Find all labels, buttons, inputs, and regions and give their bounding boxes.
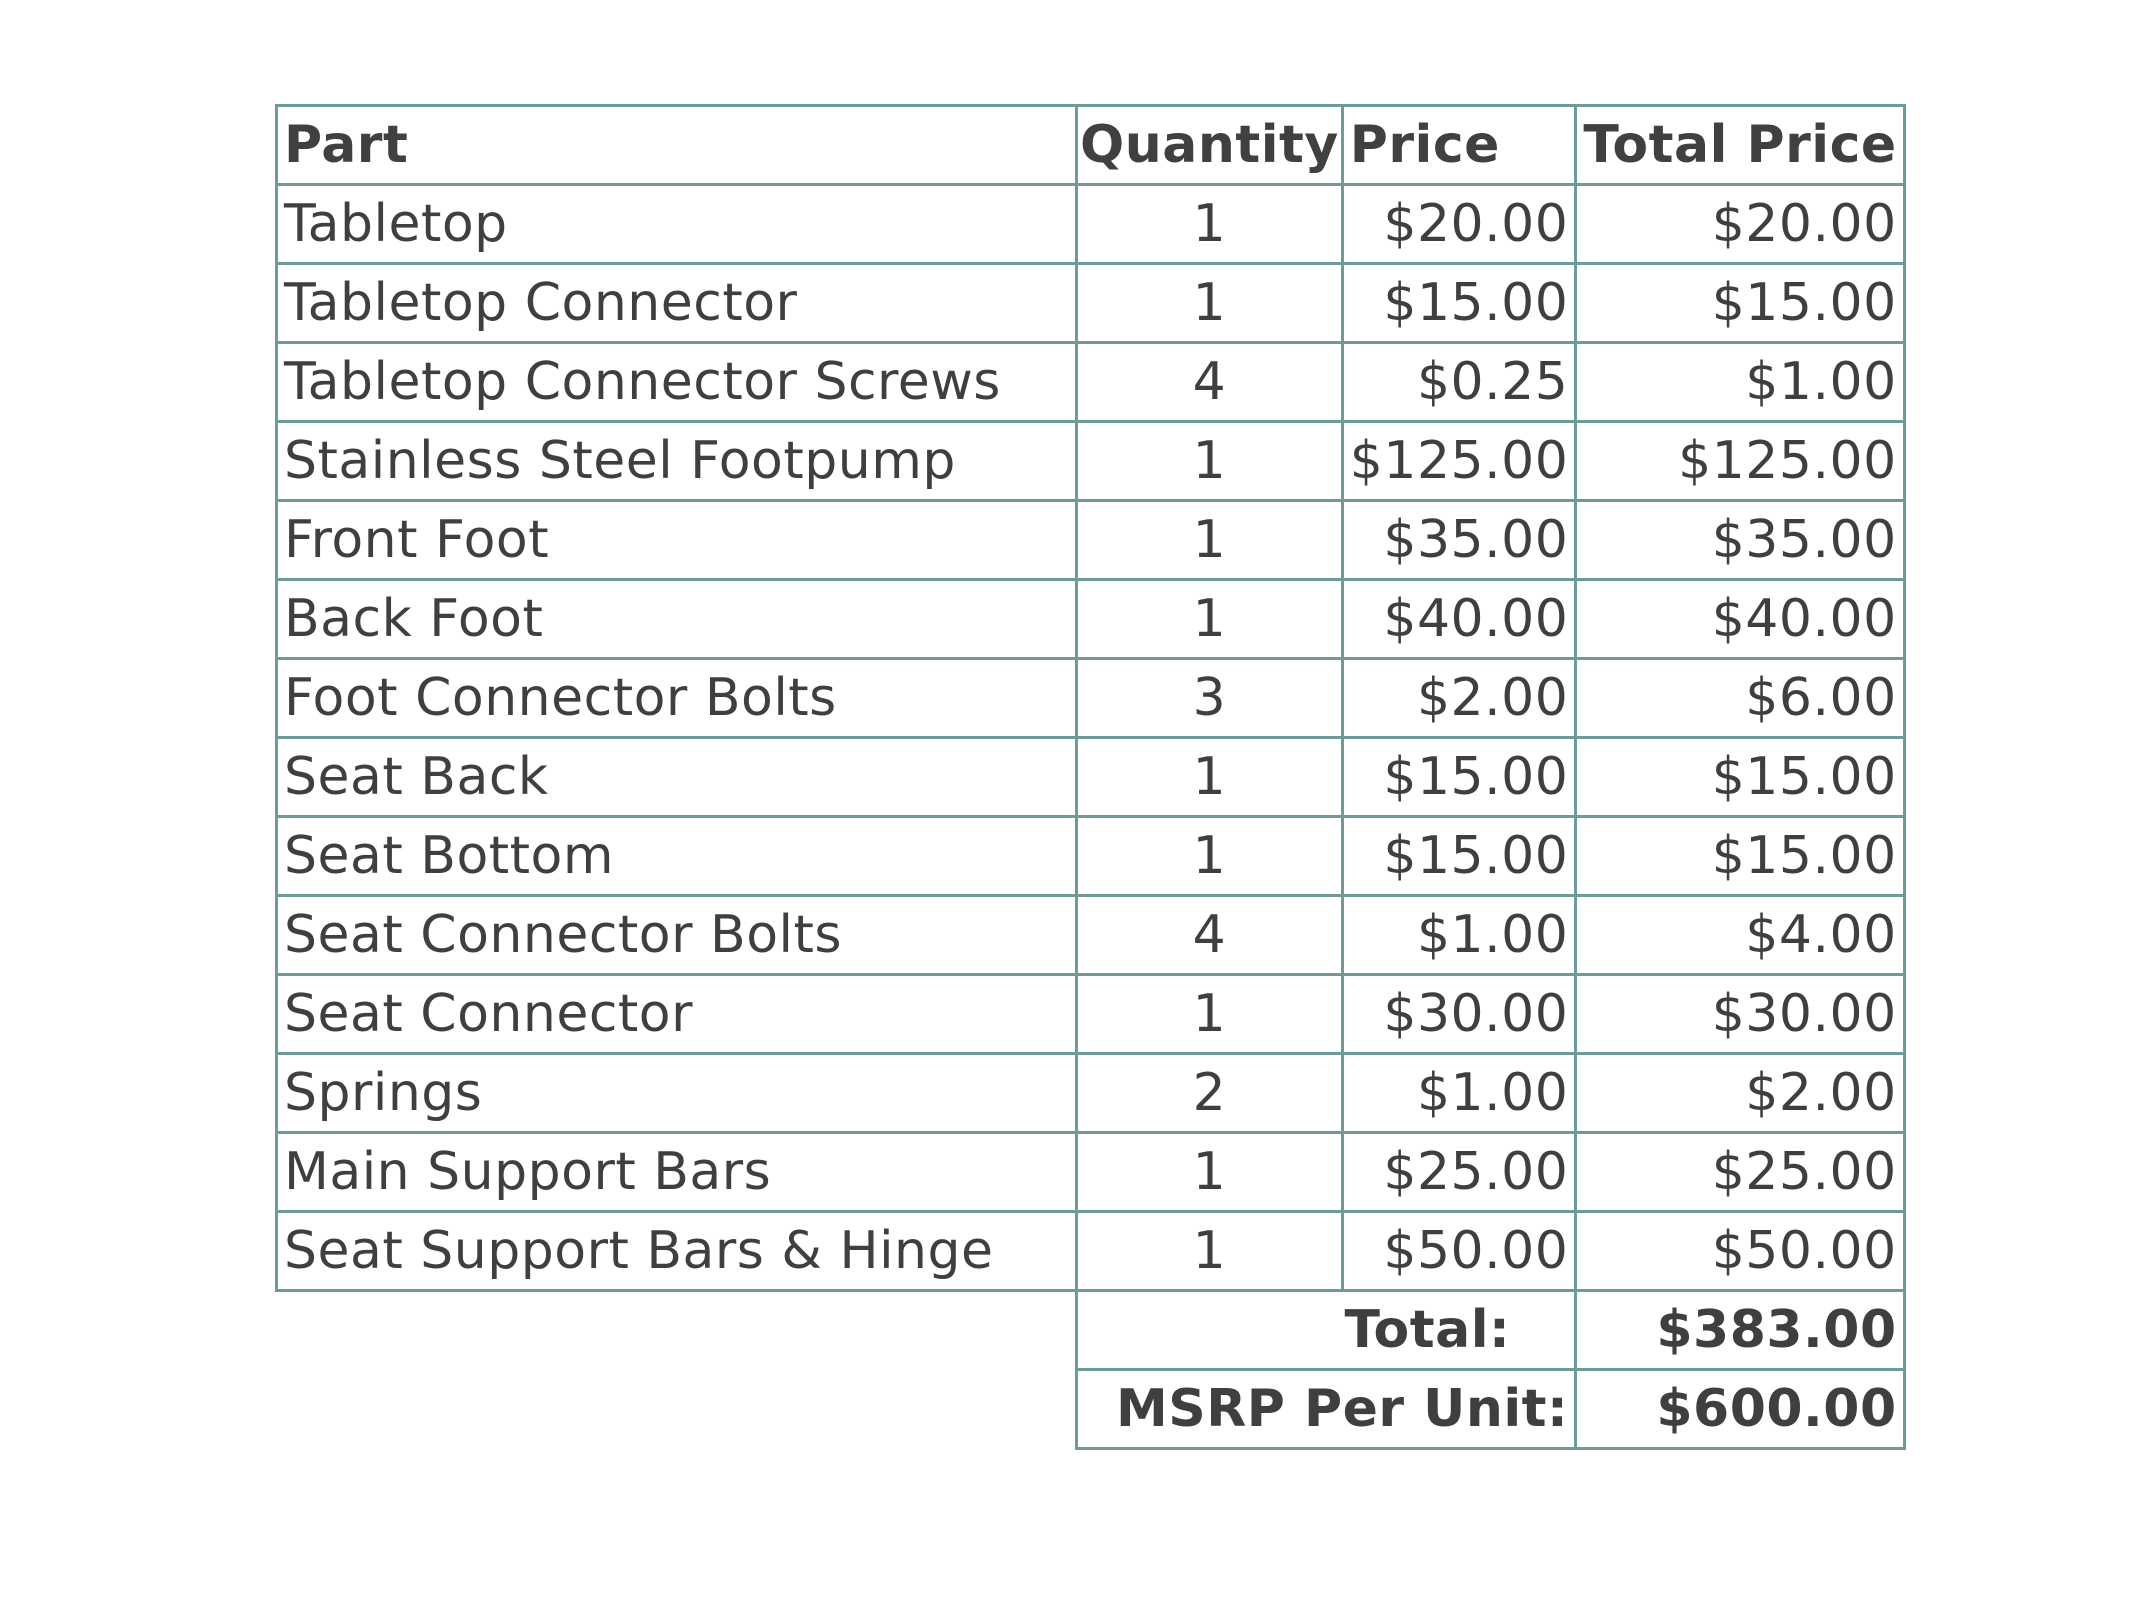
table-row [277,343,1905,422]
quantity-cell: 1 [1077,738,1343,817]
total-price-cell: $20.00 [1576,185,1904,264]
quantity-cell: 1 [1077,1212,1343,1291]
price-cell: $15.00 [1342,817,1576,896]
summary-total-row [277,1291,1905,1370]
summary-spacer [277,1291,1077,1370]
total-price-cell: $1.00 [1576,343,1904,422]
price-cell: $1.00 [1342,896,1576,975]
part-cell: Seat Support Bars & Hinge [277,1212,1077,1291]
table-row [277,501,1905,580]
price-cell: $15.00 [1342,738,1576,817]
part-cell: Foot Connector Bolts [277,659,1077,738]
price-cell: $1.00 [1342,1054,1576,1133]
total-price-cell: $30.00 [1576,975,1904,1054]
quantity-cell: 1 [1077,185,1343,264]
table-header-row [277,106,1905,185]
quantity-cell: 1 [1077,422,1343,501]
part-cell: Tabletop Connector [277,264,1077,343]
part-cell: Seat Connector [277,975,1077,1054]
msrp-value: $600.00 [1576,1370,1904,1449]
quantity-cell: 1 [1077,580,1343,659]
quantity-cell: 1 [1077,264,1343,343]
table-row [277,1133,1905,1212]
header-price: Price [1342,106,1576,185]
total-price-cell: $50.00 [1576,1212,1904,1291]
total-price-cell: $15.00 [1576,738,1904,817]
quantity-cell: 4 [1077,343,1343,422]
part-cell: Seat Bottom [277,817,1077,896]
total-price-cell: $25.00 [1576,1133,1904,1212]
total-price-cell: $15.00 [1576,264,1904,343]
price-cell: $15.00 [1342,264,1576,343]
part-cell: Tabletop [277,185,1077,264]
summary-spacer [277,1370,1077,1449]
quantity-cell: 1 [1077,975,1343,1054]
price-cell: $40.00 [1342,580,1576,659]
price-cell: $0.25 [1342,343,1576,422]
part-cell: Seat Back [277,738,1077,817]
total-label: Total: [1077,1291,1576,1370]
part-cell: Main Support Bars [277,1133,1077,1212]
price-cell: $35.00 [1342,501,1576,580]
price-cell: $30.00 [1342,975,1576,1054]
table-row [277,580,1905,659]
msrp-label: MSRP Per Unit: [1077,1370,1576,1449]
quantity-cell: 1 [1077,1133,1343,1212]
quantity-cell: 1 [1077,501,1343,580]
table-body [277,185,1905,1449]
part-cell: Springs [277,1054,1077,1133]
table-row [277,185,1905,264]
header-part: Part [277,106,1077,185]
table-row [277,896,1905,975]
part-cell: Back Foot [277,580,1077,659]
quantity-cell: 2 [1077,1054,1343,1133]
total-price-cell: $35.00 [1576,501,1904,580]
total-price-cell: $15.00 [1576,817,1904,896]
table-row [277,264,1905,343]
total-price-cell: $4.00 [1576,896,1904,975]
parts-cost-table [275,104,1906,1450]
table-row [277,817,1905,896]
price-cell: $125.00 [1342,422,1576,501]
header-quantity: Quantity [1077,106,1343,185]
table-row [277,1054,1905,1133]
total-price-cell: $2.00 [1576,1054,1904,1133]
total-price-cell: $6.00 [1576,659,1904,738]
table-row [277,1212,1905,1291]
table-row [277,422,1905,501]
price-cell: $25.00 [1342,1133,1576,1212]
quantity-cell: 3 [1077,659,1343,738]
price-cell: $20.00 [1342,185,1576,264]
table-row [277,659,1905,738]
total-price-cell: $125.00 [1576,422,1904,501]
price-cell: $50.00 [1342,1212,1576,1291]
part-cell: Front Foot [277,501,1077,580]
summary-msrp-row [277,1370,1905,1449]
table-row [277,975,1905,1054]
header-total-price: Total Price [1576,106,1904,185]
total-value: $383.00 [1576,1291,1904,1370]
quantity-cell: 4 [1077,896,1343,975]
table-row [277,738,1905,817]
total-price-cell: $40.00 [1576,580,1904,659]
part-cell: Stainless Steel Footpump [277,422,1077,501]
part-cell: Tabletop Connector Screws [277,343,1077,422]
quantity-cell: 1 [1077,817,1343,896]
price-cell: $2.00 [1342,659,1576,738]
part-cell: Seat Connector Bolts [277,896,1077,975]
